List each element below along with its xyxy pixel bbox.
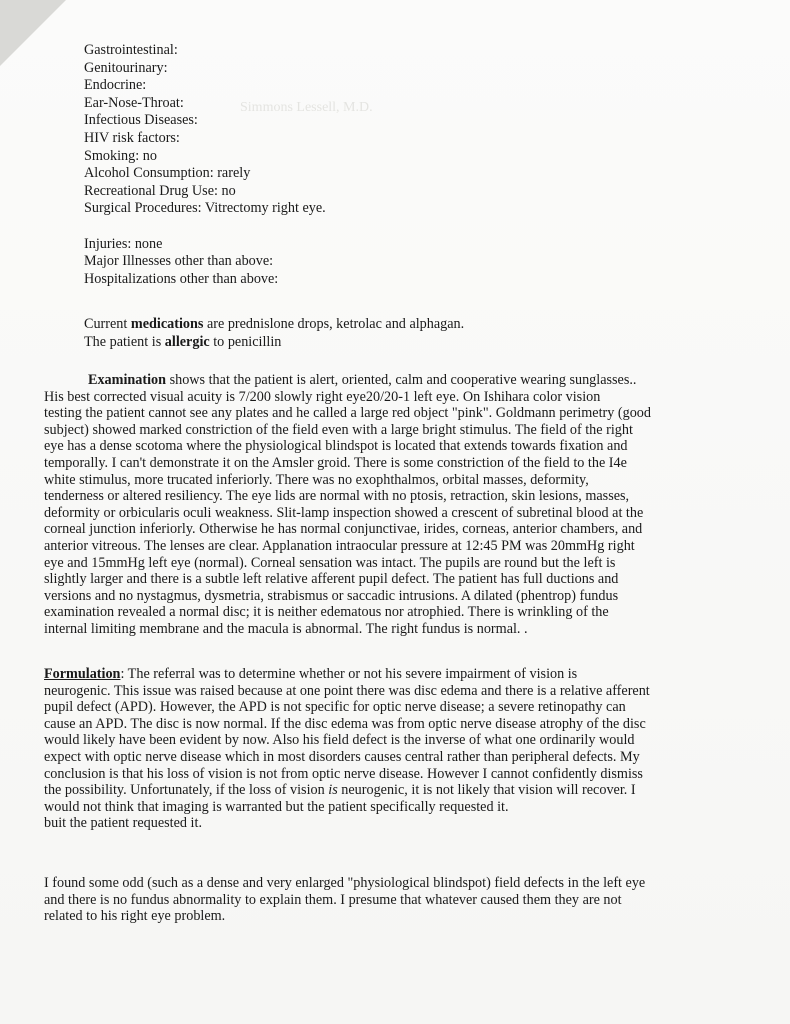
examination-line: corneal junction inferiorly. Otherwise he has normal conjunctivae, irides, corneas, anterior chambers, and <box>44 521 643 538</box>
history-line: Injuries: none <box>84 235 163 252</box>
examination-line: examination revealed a normal disc; it is neither edematous nor atrophied. There is wrinkling of the <box>44 604 609 621</box>
formulation-emphasis: is <box>328 782 338 799</box>
closing-paragraph <box>44 875 756 925</box>
examination-line: deformity or orbicularis oculi weakness. Slit-lamp inspection showed a crescent of subretinal blood at the <box>44 504 644 521</box>
formulation-heading: Formulation <box>44 666 121 682</box>
examination-line: testing the patient cannot see any plates and he called a large red object "pink". Goldmann perimetry (good <box>44 405 651 422</box>
history-line: Major Illnesses other than above: <box>84 253 274 270</box>
history-line: Gastrointestinal: <box>84 42 178 58</box>
formulation-line <box>44 782 756 799</box>
formulation-line: conclusion is that his loss of vision is not from optic nerve disease. However I cannot confidently dismiss <box>44 765 643 782</box>
medications-line <box>84 316 464 334</box>
examination-line: versions and no nystagmus, dysmetria, strabismus or saccadic intrusions. A dilated (phentrop) fundus <box>44 587 619 604</box>
history-line: Ear-Nose-Throat: <box>84 94 184 111</box>
formulation-text: the possibility. Unfortunately, if the loss of vision <box>44 782 329 799</box>
closing-line: and there is no fundus abnormality to explain them. I presume that whatever caused them they are not <box>44 891 622 908</box>
closing-line: I found some odd (such as a dense and very enlarged "physiological blindspot) field defects in the left eye <box>44 875 646 891</box>
spacer <box>84 218 326 236</box>
formulation-line: neurogenic. This issue was raised because at one point there was disc edema and there is a relative afferent <box>44 682 650 699</box>
formulation-text: : The referral was to determine whether or not his severe impairment of vision is <box>120 666 578 682</box>
formulation-text: neurogenic, it is not likely that vision will recover. I <box>337 782 636 799</box>
examination-line: temporally. I can't demonstrate it on the Amsler groid. There is some constriction of the field to the I4e <box>44 454 627 471</box>
examination-line: tenderness or altered resiliency. The eye lids are normal with no ptosis, retraction, skin lesions, masses, <box>44 488 630 505</box>
history-line: Alcohol Consumption: rarely <box>84 165 251 182</box>
formulation-line <box>44 666 756 683</box>
examination-line: eye has a dense scotoma where the physiological blindspot is located that extends towards fixation and <box>44 438 628 455</box>
history-line: Recreational Drug Use: no <box>84 182 236 199</box>
allergy-line <box>84 334 464 352</box>
examination-line: His best corrected visual acuity is 7/200 slowly right eye20/20-1 left eye. On Ishihara color vision <box>44 388 601 405</box>
examination-line: slightly larger and there is a subtle left relative afferent pupil defect. The patient has full ductions and <box>44 571 619 588</box>
medications-section <box>84 316 464 351</box>
allergy-keyword: allergic <box>164 333 210 350</box>
history-line: Smoking: no <box>84 147 157 164</box>
history-line: HIV risk factors: <box>84 129 180 146</box>
allergy-text: to penicillin <box>209 333 282 350</box>
closing-line: related to his right eye problem. <box>44 908 226 925</box>
history-line: Hospitalizations other than above: <box>84 270 279 287</box>
examination-paragraph <box>44 372 756 638</box>
history-line: Genitourinary: <box>84 59 168 76</box>
formulation-line: would likely have been evident by now. Also his field defect is the inverse of what one ordinarily would <box>44 732 635 749</box>
history-line: Infectious Diseases: <box>84 112 198 129</box>
formulation-line: expect with optic nerve disease which in most disorders causes central rather than peripheral defects. My <box>44 748 640 765</box>
examination-line: subject) showed marked constriction of the field even with a large bright stimulus. The field of the right <box>44 421 633 438</box>
formulation-line: buit the patient requested it. <box>44 815 202 832</box>
faint-letterhead-text: Simmons Lessell, M.D. <box>240 100 373 115</box>
examination-line <box>44 372 756 389</box>
formulation-line: cause an APD. The disc is now normal. If the disc edema was from optic nerve disease atrophy of the disc <box>44 715 646 732</box>
medications-keyword: medications <box>130 316 204 332</box>
formulation-line: would not think that imaging is warranted but the patient specifically requested it. <box>44 798 509 815</box>
history-section <box>84 42 326 288</box>
formulation-line: pupil defect (APD). However, the APD is not specific for optic nerve disease; a severe retinopathy can <box>44 699 626 716</box>
examination-text: shows that the patient is alert, oriented, calm and cooperative wearing sunglasses.. <box>166 372 637 388</box>
examination-heading: Examination <box>88 372 167 388</box>
history-line: Surgical Procedures: Vitrectomy right eye. <box>84 200 326 217</box>
allergy-text: The patient is <box>84 333 165 350</box>
examination-line: white stimulus, more trucated inferiorly. There was no exophthalmos, orbital masses, deformity, <box>44 471 589 488</box>
formulation-paragraph <box>44 666 756 832</box>
medications-text: Current <box>84 316 131 332</box>
examination-line: eye and 15mmHg left eye (normal). Corneal sensation was intact. The pupils are round but the left is <box>44 554 616 571</box>
page-corner-fold <box>0 0 66 66</box>
examination-line: internal limiting membrane and the macula is abnormal. The right fundus is normal. . <box>44 620 528 637</box>
examination-line: anterior vitreous. The lenses are clear. Applanation intraocular pressure at 12:45 PM was 20mmHg right <box>44 537 635 554</box>
medications-text: are prednislone drops, ketrolac and alphagan. <box>203 316 465 332</box>
history-line: Endocrine: <box>84 77 147 94</box>
